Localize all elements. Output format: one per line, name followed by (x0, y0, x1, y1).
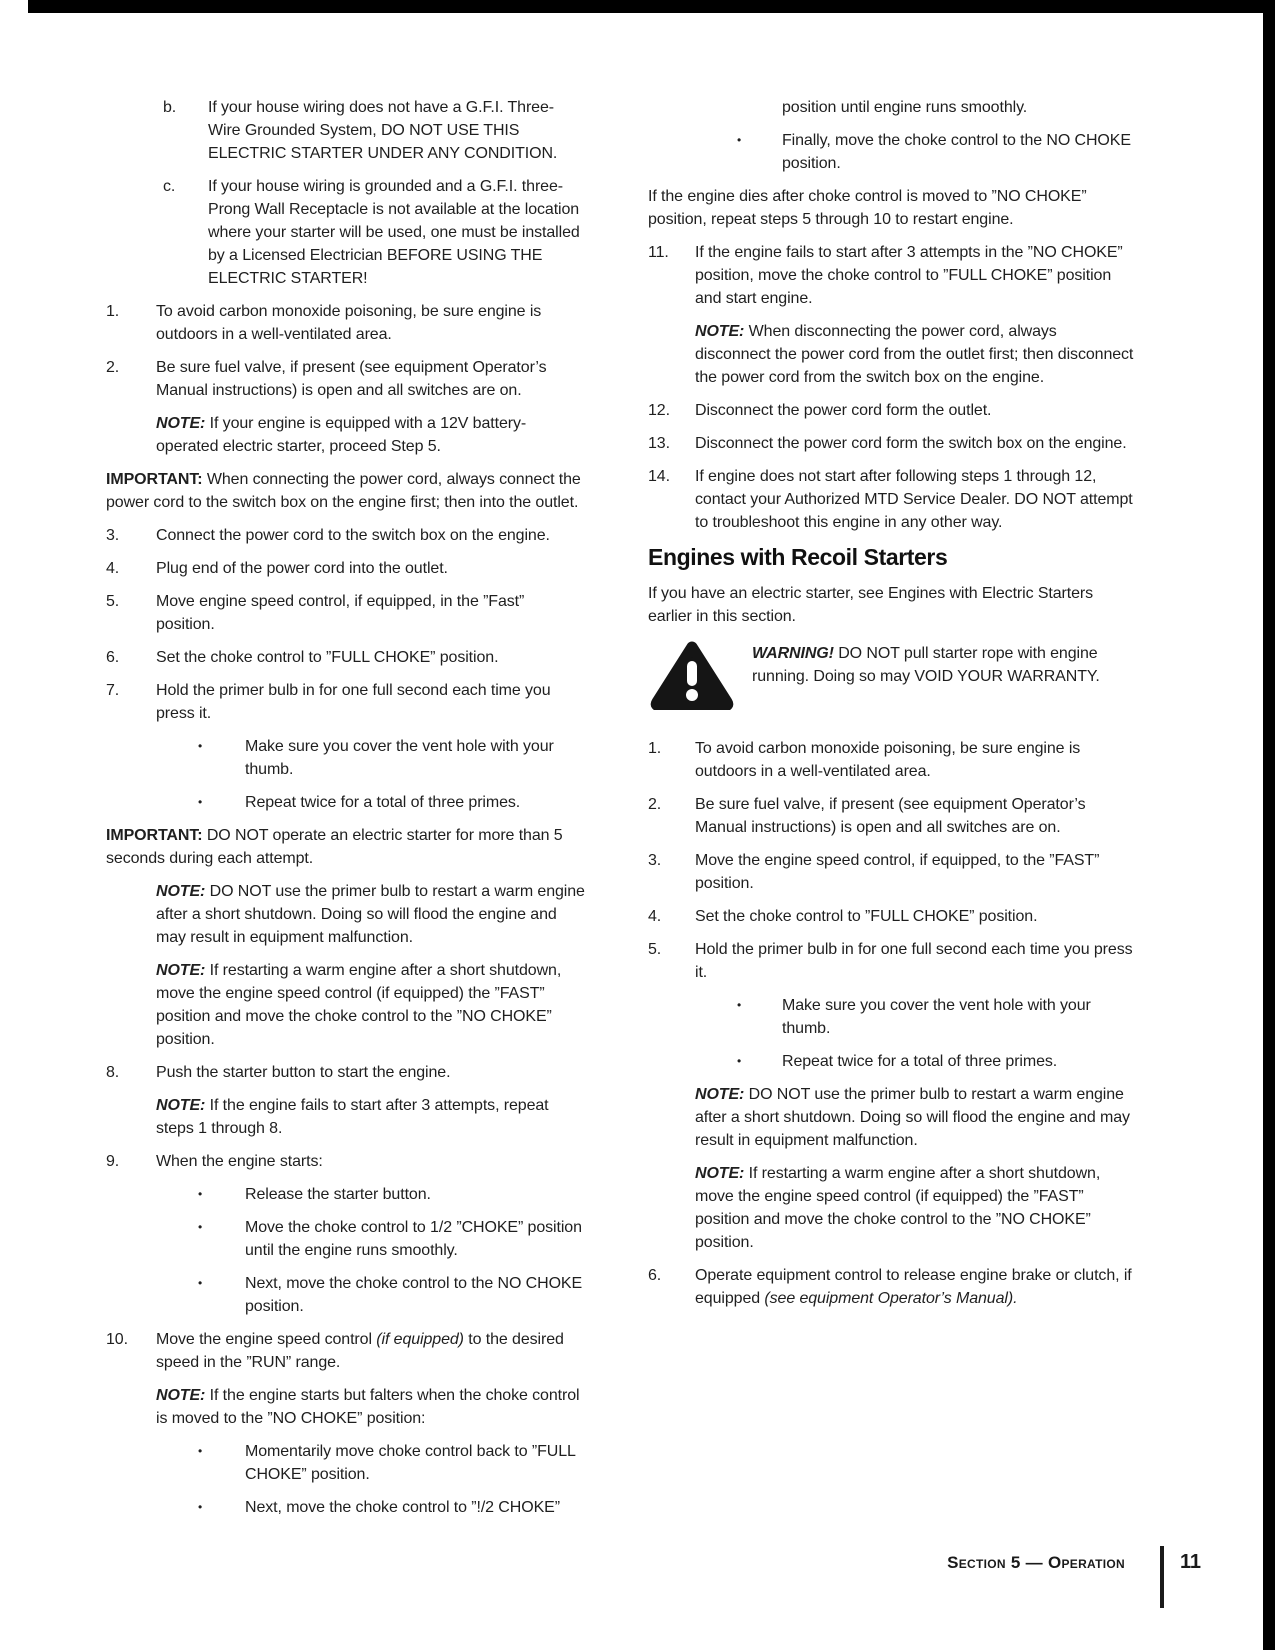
item-number: 14. (648, 468, 670, 485)
item-text: Disconnect the power cord form the switch box on the engine. (695, 435, 1127, 452)
item-number: 7. (106, 682, 120, 699)
item-number: 9. (106, 1153, 120, 1170)
numbered-item (648, 241, 1136, 310)
bullet-item (198, 1496, 586, 1519)
note-text: If your engine is equipped with a 12V battery-operated electric starter, proceed Step 5. (156, 415, 527, 455)
item-number: 6. (648, 1267, 662, 1284)
item-text-post: to the desired speed in the ”RUN” range. (156, 1331, 564, 1371)
item-number: 3. (106, 527, 120, 544)
numbered-item (106, 646, 586, 669)
item-text: Connect the power cord to the switch box on the engine. (156, 527, 550, 544)
lettered-item (163, 96, 586, 165)
bullet-text: Release the starter button. (245, 1186, 431, 1203)
item-number: 13. (648, 435, 670, 452)
item-text: To avoid carbon monoxide poisoning, be sure engine is outdoors in a well-ventilated area. (156, 303, 542, 343)
item-text: If the engine fails to start after 3 attempts in the ”NO CHOKE” position, move the choke control to ”FULL CHOKE” position and start engine. (695, 244, 1123, 307)
lettered-item (163, 175, 586, 290)
item-text-pre: Move the engine speed control (156, 1331, 377, 1348)
item-number: 2. (648, 796, 662, 813)
item-number: 8. (106, 1064, 120, 1081)
note-text: If the engine fails to start after 3 attempts, repeat steps 1 through 8. (156, 1097, 549, 1137)
item-number: 10. (106, 1331, 128, 1348)
item-marker: b. (163, 99, 177, 116)
item-text: Disconnect the power cord form the outlet. (695, 402, 992, 419)
note-paragraph (695, 1083, 1136, 1152)
numbered-item (106, 679, 586, 725)
important-label: IMPORTANT: (106, 827, 203, 844)
important-paragraph (106, 824, 586, 870)
important-text: DO NOT operate an electric starter for more than 5 seconds during each attempt. (106, 827, 563, 867)
item-number: 6. (106, 649, 120, 666)
bullet-item (198, 1183, 586, 1206)
important-paragraph (106, 468, 586, 514)
body-paragraph: If the engine dies after choke control is moved to ”NO CHOKE” position, repeat steps 5 through 10 to restart engine. (648, 188, 1087, 228)
bullet-text: Momentarily move choke control back to ”FULL CHOKE” position. (245, 1443, 576, 1483)
item-text: If your house wiring is grounded and a G.F.I. three-Prong Wall Receptacle is not available at the location where your starter will be used, one must be installed by a Licensed Electrician BEFORE USING THE ELECTRIC STARTER! (208, 178, 580, 287)
numbered-item (106, 1328, 586, 1374)
bullet-text: Move the choke control to 1/2 ”CHOKE” position until the engine runs smoothly. (245, 1219, 582, 1259)
bullet-item (198, 1272, 586, 1318)
bullet-text: Make sure you cover the vent hole with your thumb. (245, 738, 554, 778)
bullet-item (737, 129, 1136, 175)
note-text: If restarting a warm engine after a short shutdown, move the engine speed control (if equipped) the ”FAST” position and move the choke control to the ”NO CHOKE” position. (156, 962, 562, 1048)
note-paragraph (695, 1162, 1136, 1254)
bullet-item (198, 1216, 586, 1262)
bullet-item (737, 994, 1136, 1040)
note-label: NOTE: (156, 883, 206, 900)
footer-divider-rule (1160, 1546, 1164, 1608)
item-text: Move engine speed control, if equipped, in the ”Fast” position. (156, 593, 525, 633)
numbered-item (106, 1061, 586, 1084)
bullet-text: Repeat twice for a total of three primes. (782, 1053, 1058, 1070)
note-paragraph (156, 880, 586, 949)
numbered-item (106, 1150, 586, 1173)
section-heading: Engines with Recoil Starters (648, 544, 948, 570)
item-text: Hold the primer bulb in for one full second each time you press it. (156, 682, 551, 722)
numbered-item (106, 590, 586, 636)
note-label: NOTE: (695, 1165, 745, 1182)
important-text: When connecting the power cord, always connect the power cord to the switch box on the engine first; then into the outlet. (106, 471, 581, 511)
numbered-item (106, 557, 586, 580)
numbered-item (106, 300, 586, 346)
bullet-marker: • (198, 795, 203, 809)
left-column (106, 96, 586, 1529)
numbered-item (648, 849, 1136, 895)
item-text-pre: Operate equipment control to release engine brake or clutch, if equipped (695, 1267, 1132, 1307)
item-number: 4. (648, 908, 662, 925)
note-paragraph (156, 1384, 586, 1430)
note-label: NOTE: (156, 962, 206, 979)
item-text: Set the choke control to ”FULL CHOKE” position. (156, 649, 499, 666)
bullet-marker: • (198, 1276, 203, 1290)
item-text: Set the choke control to ”FULL CHOKE” position. (695, 908, 1038, 925)
item-number: 12. (648, 402, 670, 419)
bullet-marker: • (737, 998, 742, 1012)
scan-edge-top (28, 0, 1275, 13)
bullet-text: Repeat twice for a total of three primes. (245, 794, 521, 811)
numbered-item (648, 793, 1136, 839)
bullet-marker: • (198, 1500, 203, 1514)
warning-text-block (752, 640, 1124, 688)
note-text: If the engine starts but falters when the choke control is moved to the ”NO CHOKE” position: (156, 1387, 580, 1427)
item-text: Push the starter button to start the engine. (156, 1064, 451, 1081)
note-paragraph (695, 320, 1136, 389)
bullet-marker: • (198, 1187, 203, 1201)
numbered-item (648, 465, 1136, 534)
bullet-marker: • (737, 1054, 742, 1068)
bullet-marker: • (198, 1444, 203, 1458)
numbered-item (106, 356, 586, 402)
item-number: 5. (648, 941, 662, 958)
numbered-item (648, 432, 1136, 455)
item-number: 3. (648, 852, 662, 869)
page-number: 11 (1180, 1551, 1201, 1573)
bullet-marker: • (198, 1220, 203, 1234)
note-paragraph (156, 1094, 586, 1140)
numbered-item (648, 399, 1136, 422)
item-text: Be sure fuel valve, if present (see equipment Operator’s Manual instructions) is open and all switches are on. (156, 359, 547, 399)
continued-bullet-text: position until engine runs smoothly. (782, 99, 1028, 116)
item-number: 5. (106, 593, 120, 610)
bullet-marker: • (198, 739, 203, 753)
item-text: Plug end of the power cord into the outlet. (156, 560, 448, 577)
item-number: 1. (106, 303, 120, 320)
bullet-text: Finally, move the choke control to the NO CHOKE position. (782, 132, 1131, 172)
note-text: DO NOT use the primer bulb to restart a warm engine after a short shutdown. Doing so will flood the engine and may result in equipment malfunction. (156, 883, 585, 946)
item-text (695, 1264, 1136, 1310)
bullet-item (198, 791, 586, 814)
important-label: IMPORTANT: (106, 471, 203, 488)
item-text: If engine does not start after following steps 1 through 12, contact your Authorized MTD Service Dealer. DO NOT attempt to troubleshoot this engine in any other way. (695, 468, 1133, 531)
bullet-text: Make sure you cover the vent hole with your thumb. (782, 997, 1091, 1037)
footer-section-label: Section 5 — Operation (947, 1553, 1125, 1572)
item-number: 11. (648, 244, 669, 261)
note-label: NOTE: (156, 1097, 206, 1114)
note-label: NOTE: (156, 415, 206, 432)
bullet-item (198, 1440, 586, 1486)
bullet-text: Next, move the choke control to ”!/2 CHOKE” (245, 1499, 560, 1516)
warning-triangle-icon (648, 640, 736, 717)
scan-edge-right (1263, 0, 1275, 1650)
bullet-marker: • (737, 133, 742, 147)
numbered-item (106, 524, 586, 547)
item-text: When the engine starts: (156, 1153, 323, 1170)
body-paragraph: If you have an electric starter, see Engines with Electric Starters earlier in this section. (648, 585, 1094, 625)
warning-text: DO NOT pull starter rope with engine running. Doing so may VOID YOUR WARRANTY. (752, 645, 1100, 685)
right-column (648, 96, 1136, 1320)
item-text: To avoid carbon monoxide poisoning, be sure engine is outdoors in a well-ventilated area. (695, 740, 1081, 780)
bullet-item (737, 1050, 1136, 1073)
note-text: DO NOT use the primer bulb to restart a warm engine after a short shutdown. Doing so will flood the engine and may result in equipment malfunction. (695, 1086, 1130, 1149)
item-number: 2. (106, 359, 120, 376)
numbered-item (648, 905, 1136, 928)
item-text-italic: (see equipment Operator’s Manual). (764, 1290, 1018, 1307)
bullet-item (198, 735, 586, 781)
note-text: When disconnecting the power cord, always disconnect the power cord from the outlet first; then disconnect the power cord from the switch box on the engine. (695, 323, 1134, 386)
item-text: If your house wiring does not have a G.F.I. Three-Wire Grounded System, DO NOT USE THIS ELECTRIC STARTER UNDER ANY CONDITION. (208, 99, 558, 162)
item-text (156, 1328, 586, 1374)
bullet-text: Next, move the choke control to the NO CHOKE position. (245, 1275, 583, 1315)
item-number: 1. (648, 740, 662, 757)
note-label: NOTE: (695, 323, 745, 340)
numbered-item (648, 1264, 1136, 1310)
numbered-item (648, 737, 1136, 783)
item-text-italic: (if equipped) (376, 1331, 464, 1348)
warning-label: WARNING! (752, 645, 834, 662)
item-number: 4. (106, 560, 120, 577)
note-label: NOTE: (695, 1086, 745, 1103)
item-text: Hold the primer bulb in for one full second each time you press it. (695, 941, 1133, 981)
note-paragraph (156, 412, 586, 458)
item-text: Be sure fuel valve, if present (see equipment Operator’s Manual instructions) is open and all switches are on. (695, 796, 1086, 836)
warning-callout (648, 640, 1136, 717)
note-text: If restarting a warm engine after a short shutdown, move the engine speed control (if equipped) the ”FAST” position and move the choke control to the ”NO CHOKE” position. (695, 1165, 1101, 1251)
note-paragraph (156, 959, 586, 1051)
item-text: Move the engine speed control, if equipped, to the ”FAST” position. (695, 852, 1100, 892)
numbered-item (648, 938, 1136, 984)
item-marker: c. (163, 178, 176, 195)
note-label: NOTE: (156, 1387, 206, 1404)
